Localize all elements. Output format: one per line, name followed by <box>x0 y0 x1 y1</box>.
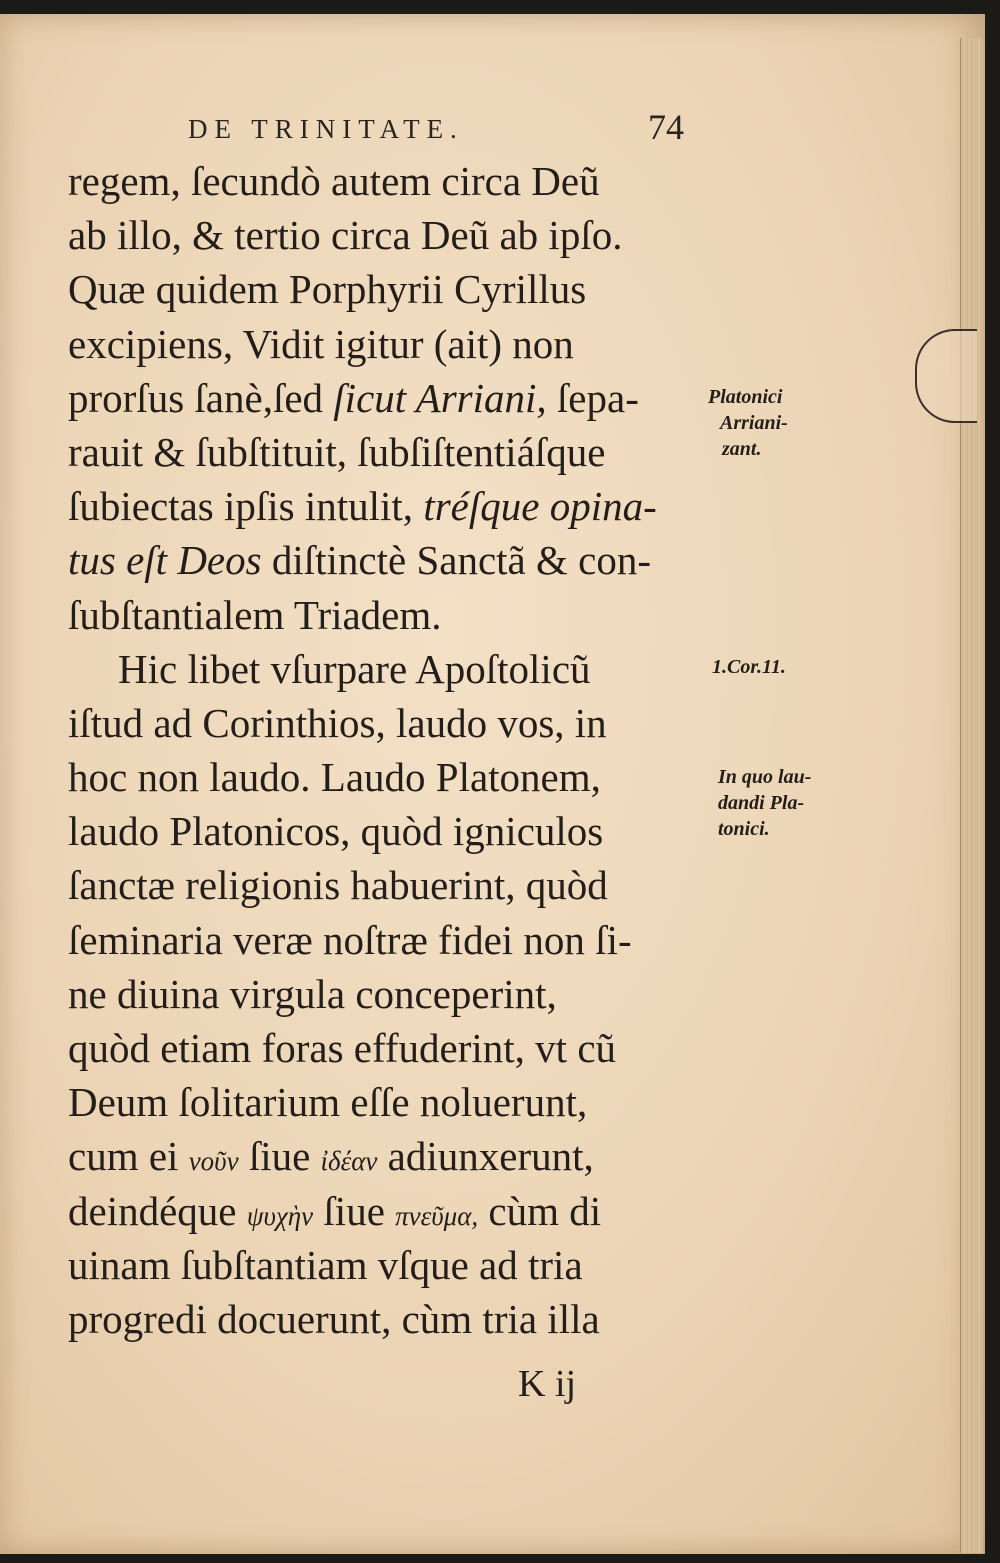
running-title: DE TRINITATE. <box>188 114 464 144</box>
page-fore-edge <box>960 38 983 1553</box>
text-segment: νοῦν <box>188 1146 239 1177</box>
text-segment: diſtinctè Sanctã & con- <box>261 537 651 584</box>
text-line <box>68 371 728 425</box>
text-line <box>68 588 728 642</box>
text-line <box>68 1238 728 1292</box>
thumb-tab <box>915 329 977 423</box>
text-line <box>68 696 728 750</box>
text-line <box>68 1292 728 1346</box>
text-segment: ne diuina virgula conceperint, <box>68 970 557 1017</box>
text-segment: tus eſt Deos <box>68 537 262 584</box>
text-segment: Deum ſolitarium eſſe noluerunt, <box>68 1079 588 1126</box>
text-segment: ab illo, & tertio circa Deũ ab ipſo. <box>68 212 623 259</box>
text-segment: πνεῦμα, <box>395 1200 479 1231</box>
marginal-line: zant. <box>722 438 762 460</box>
text-segment: ſiue <box>238 1133 321 1180</box>
marginal-note-corinthians <box>712 654 786 680</box>
text-segment: cum ei <box>68 1133 189 1180</box>
text-line <box>68 1021 728 1075</box>
text-line <box>68 317 728 371</box>
text-line <box>68 642 728 696</box>
page-header <box>100 107 720 154</box>
marginal-note-in-quo-laudandi <box>718 764 811 842</box>
text-line <box>68 262 728 316</box>
text-segment: hoc non laudo. Laudo Platonem, <box>68 754 601 801</box>
text-segment: uinam ſubſtantiam vſque ad tria <box>68 1241 583 1288</box>
text-line <box>68 208 728 262</box>
text-segment: prorſus ſanè,ſed <box>68 374 334 421</box>
text-line <box>68 479 728 533</box>
text-segment: ſepa- <box>546 374 639 421</box>
book-page <box>0 14 985 1554</box>
marginal-note-platonici <box>708 384 788 462</box>
page-number: 74 <box>648 107 684 147</box>
text-line <box>68 533 728 587</box>
text-segment: iſtud ad Corinthios, laudo vos, in <box>68 699 607 746</box>
text-segment: ſanctæ religionis habuerint, quòd <box>68 862 608 909</box>
text-line <box>68 425 728 479</box>
text-segment: excipiens, Vidit igitur (ait) non <box>68 320 574 367</box>
text-segment: progredi docuerunt, cùm tria illa <box>68 1295 600 1342</box>
text-line <box>68 1129 728 1183</box>
marginal-line: dandi Pla- <box>718 792 805 814</box>
body-text <box>68 154 728 1346</box>
text-segment: ſeminaria veræ noſtræ fidei non ſi- <box>68 916 632 963</box>
text-segment: adiunxerunt, <box>377 1133 594 1180</box>
text-line <box>68 913 728 967</box>
catchword: K ij <box>518 1363 577 1405</box>
text-segment: deindéque <box>68 1187 247 1234</box>
text-segment: ψυχὴν <box>246 1200 314 1231</box>
text-segment: laudo Platonicos, quòd igniculos <box>68 808 604 855</box>
text-line <box>68 967 728 1021</box>
text-segment: ſicut Arriani, <box>333 374 547 421</box>
text-line <box>68 1075 728 1129</box>
marginal-line: tonici. <box>718 818 770 840</box>
marginal-line: Platonici <box>708 386 783 408</box>
text-segment: ſiue <box>313 1187 396 1234</box>
marginal-line: Arriani- <box>720 412 788 434</box>
text-segment: Hic libet vſurpare Apoſtolicũ <box>118 645 591 692</box>
text-segment: ſubiectas ipſis intulit, <box>68 483 424 530</box>
text-segment: ſubſtantialem Triadem. <box>68 591 442 638</box>
text-segment: ἰδέαν <box>320 1146 378 1177</box>
text-segment: cùm di <box>478 1187 602 1234</box>
text-line <box>68 154 728 208</box>
text-segment: rauit & ſubſtituit, ſubſiſtentiáſque <box>68 428 606 475</box>
text-segment: regem, ſecundò autem circa Deũ <box>68 158 600 204</box>
text-line <box>68 1184 728 1238</box>
text-segment: tréſque opina- <box>423 483 657 530</box>
text-line <box>68 858 728 912</box>
marginal-line: 1.Cor.11. <box>712 656 786 678</box>
text-line <box>68 804 728 858</box>
text-line <box>68 750 728 804</box>
marginal-line: In quo lau- <box>718 766 812 788</box>
text-segment: Quæ quidem Porphyrii Cyrillus <box>68 266 587 313</box>
text-segment: quòd etiam foras effuderint, vt cũ <box>68 1025 617 1071</box>
